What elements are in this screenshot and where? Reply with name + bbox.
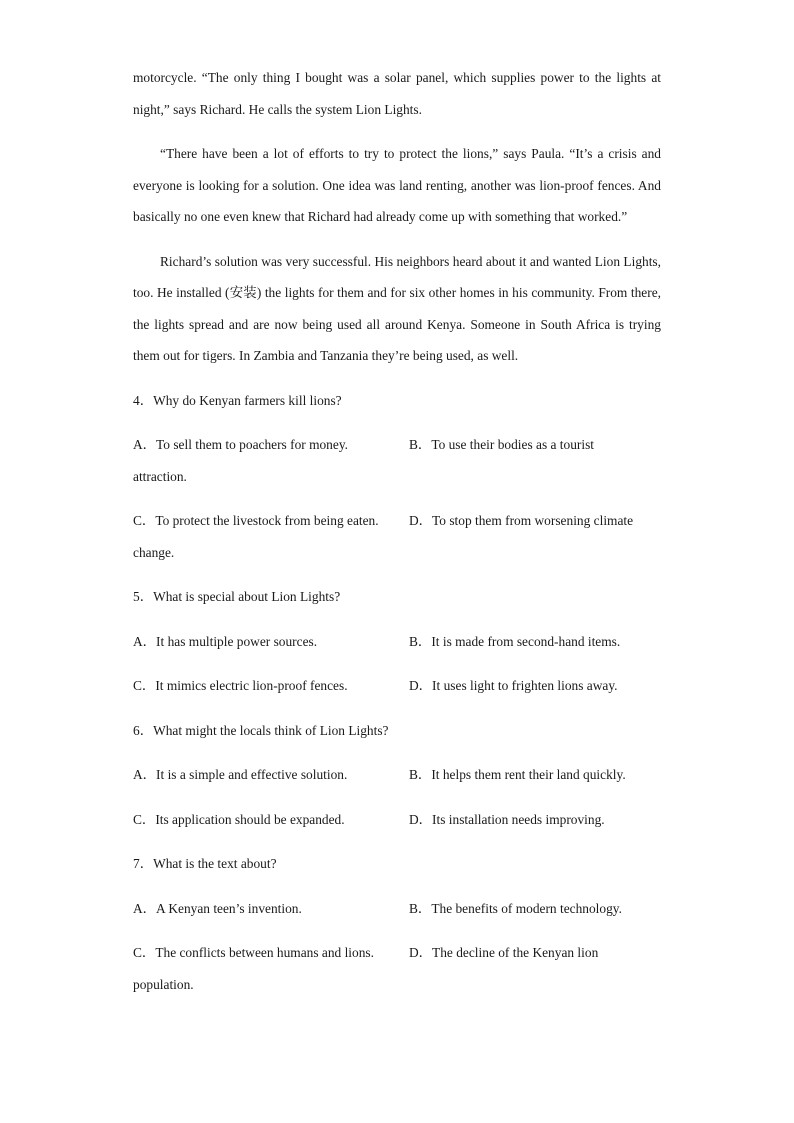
question-6-options-row1 (133, 759, 661, 791)
q5-option-a: A．It has multiple power sources. (133, 633, 318, 649)
q7-option-c: C．The conflicts between humans and lions. (133, 945, 374, 960)
q4-option-b: B．To use their bodies as a tourist (409, 437, 595, 452)
q6-option-b: B．It helps them rent their land quickly. (409, 767, 626, 782)
q6-option-c: C．Its application should be expanded. (133, 811, 345, 827)
q5-option-b: B．It is made from second-hand items. (409, 633, 621, 649)
question-6-options-row2 (133, 804, 661, 836)
question-6-stem: 6．What might the locals think of Lion Lights? (133, 722, 389, 738)
passage-paragraph-2: “There have been a lot of efforts to try to protect the lions,” says Paula. “It’s a crisis and everyone is looking for a solution. One idea was land renting, another was lion-proof fences. And basically no one even knew that Richard had already come up with something that worked.” (133, 146, 661, 224)
question-4-options-row1 (133, 429, 661, 492)
q4-option-b-continued: attraction. (133, 468, 187, 484)
passage-paragraph-3: Richard’s solution was very successful. His neighbors heard about it and wanted Lion Lights, too. He installed (安装) the lights for them and for six other homes in his community. From there, the lights spread and are now being used all around Kenya. Someone in South Africa is trying them out for tigers. In Zambia and Tanzania they’re being used, as well. (133, 253, 661, 363)
q7-option-d: D．The decline of the Kenyan lion (409, 945, 599, 960)
document-page (133, 62, 661, 1013)
q7-option-d-continued: population. (133, 976, 194, 992)
q5-option-c: C．It mimics electric lion-proof fences. (133, 678, 348, 693)
q7-option-a: A．A Kenyan teen’s invention. (133, 900, 302, 916)
q4-option-d-continued: change. (133, 544, 175, 560)
q4-option-d: D．To stop them from worsening climate (409, 513, 634, 528)
question-4-options-row2 (133, 505, 661, 568)
q6-option-a: A．It is a simple and effective solution. (133, 767, 348, 782)
passage-paragraph-1: motorcycle. “The only thing I bought was a solar panel, which supplies power to the lights at night,” says Richard. He calls the system Lion Lights. (133, 70, 661, 117)
question-5-options-row1 (133, 626, 661, 658)
question-7-options-row2 (133, 937, 661, 1000)
question-7-options-row1 (133, 893, 661, 925)
q4-option-c: C．To protect the livestock from being eaten. (133, 513, 379, 528)
q7-option-b: B．The benefits of modern technology. (409, 900, 622, 916)
question-7-stem: 7．What is the text about? (133, 856, 277, 871)
question-5-stem: 5．What is special about Lion Lights? (133, 589, 341, 604)
question-5-options-row2 (133, 670, 661, 702)
q5-option-d: D．It uses light to frighten lions away. (409, 678, 618, 693)
q4-option-a: A．To sell them to poachers for money. (133, 437, 348, 452)
question-4-stem: 4．Why do Kenyan farmers kill lions? (133, 392, 342, 408)
q6-option-d: D．Its installation needs improving. (409, 811, 605, 827)
